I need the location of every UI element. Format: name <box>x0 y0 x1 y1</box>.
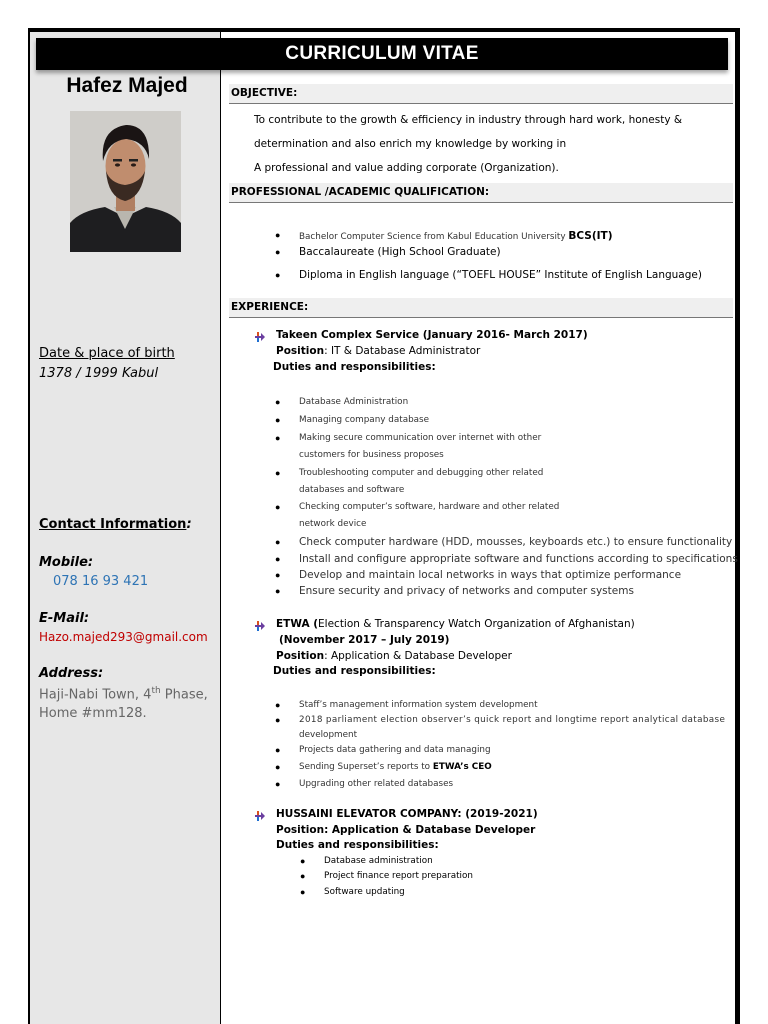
job2-duty-text: Sending Superset’s reports to <box>299 762 433 772</box>
address-line1-sup: th <box>151 686 161 696</box>
bullet-icon: ● <box>275 397 281 407</box>
job2-duties-heading: Duties and responsibilities: <box>273 665 436 677</box>
bullet-icon: ● <box>275 468 281 478</box>
job1-duty: Making secure communication over internet with other <box>299 433 542 443</box>
bullet-icon: ● <box>275 700 281 710</box>
objective-heading: OBJECTIVE: <box>229 84 733 104</box>
contact-colon: : <box>186 517 192 532</box>
job2-duty: Upgrading other related databases <box>299 779 454 789</box>
job2-dates: (November 2017 – July 2019) <box>279 634 450 646</box>
bullet-icon: ● <box>300 856 306 866</box>
objective-line: To contribute to the growth & efficiency in industry through hard work, honesty & <box>254 114 683 126</box>
job1-duty: network device <box>299 519 367 529</box>
mobile-value[interactable]: 078 16 93 421 <box>53 574 149 589</box>
bullet-icon: ● <box>300 871 306 881</box>
qualification-heading: PROFESSIONAL /ACADEMIC QUALIFICATION: <box>229 183 733 203</box>
job1-duty: Database Administration <box>299 397 409 407</box>
bullet-icon: ● <box>300 887 306 897</box>
job1-position-value: : IT & Database Administrator <box>324 345 481 357</box>
job1-duty: Managing company database <box>299 415 430 425</box>
bullet-icon: ● <box>275 570 281 580</box>
dob-value: 1378 / 1999 Kabul <box>39 366 159 381</box>
contact-heading <box>39 517 192 532</box>
page-title: CURRICULUM VITAE <box>36 38 728 70</box>
job3-duty: Database administration <box>324 856 433 866</box>
bullet-icon: ● <box>275 745 281 755</box>
bullet-icon: ● <box>275 415 281 425</box>
dob-label: Date & place of birth <box>39 346 175 361</box>
job1-duty: Ensure security and privacy of networks and computer systems <box>299 585 634 597</box>
email-value[interactable]: Hazo.majed293@gmail.com <box>39 630 208 644</box>
job2-position-label: Position <box>276 650 325 662</box>
bullet-icon: ● <box>275 230 281 240</box>
frame-right-border <box>735 28 740 1024</box>
arrow-bullet-icon <box>253 810 265 822</box>
job1-duty: Check computer hardware (HDD, mousses, keyboards etc.) to ensure functionality <box>299 536 733 548</box>
job2-duty <box>299 762 492 772</box>
qualification-item1-text: Bachelor Computer Science from Kabul Education University <box>299 232 569 242</box>
arrow-bullet-icon <box>253 620 265 632</box>
bullet-icon: ● <box>275 537 281 547</box>
job3-duty: Project finance report preparation <box>324 871 473 881</box>
profile-photo <box>70 111 181 252</box>
bullet-icon: ● <box>275 762 281 772</box>
qualification-item: Baccalaureate (High School Graduate) <box>299 246 501 258</box>
job3-duties-heading: Duties and responsibilities: <box>276 839 439 851</box>
address-label: Address: <box>39 666 104 681</box>
bullet-icon: ● <box>275 502 281 512</box>
candidate-name: Hafez Majed <box>66 74 188 97</box>
job1-position-label: Position <box>276 345 325 357</box>
qualification-item: Diploma in English language (“TOEFL HOUSE” Institute of English Language) <box>299 269 702 281</box>
job1-duties-heading: Duties and responsibilities: <box>273 361 436 373</box>
job2-duty: Projects data gathering and data managing <box>299 745 491 755</box>
qualification-item <box>299 230 613 242</box>
contact-label: Contact Information <box>39 517 187 532</box>
job2-company-full: Election & Transparency Watch Organization of Afghanistan) <box>318 618 635 630</box>
job1-duty: databases and software <box>299 485 405 495</box>
address-line2: Home #mm128. <box>39 706 147 721</box>
job1-duty: Troubleshooting computer and debugging other related <box>299 468 544 478</box>
job1-duty: customers for business proposes <box>299 450 444 460</box>
bullet-icon: ● <box>275 433 281 443</box>
job1-duty: Install and configure appropriate software and functions according to specifications <box>299 553 738 565</box>
job3-duty: Software updating <box>324 887 405 897</box>
job1-duty: Checking computer’s software, hardware and other related <box>299 502 560 512</box>
bullet-icon: ● <box>275 779 281 789</box>
job2-duty: Staff’s management information system development <box>299 700 538 710</box>
address-line1-part-b: Phase, <box>160 687 208 703</box>
job1-duty: Develop and maintain local networks in ways that optimize performance <box>299 569 682 581</box>
job1-company: Takeen Complex Service (January 2016- March 2017) <box>276 329 588 341</box>
job2-duty: development <box>299 730 358 740</box>
bullet-icon: ● <box>275 554 281 564</box>
objective-line: determination and also enrich my knowledge by working in <box>254 138 567 150</box>
job2-position <box>276 650 512 662</box>
experience-heading: EXPERIENCE: <box>229 298 733 318</box>
job2-position-value: : Application & Database Developer <box>324 650 512 662</box>
address-line1-part-a: Haji-Nabi Town, 4 <box>39 687 152 703</box>
bullet-icon: ● <box>275 715 281 725</box>
mobile-label: Mobile: <box>39 555 94 570</box>
job2-duty: 2018 parliament election observer’s quick report and longtime report analytical database <box>299 715 726 725</box>
job3-company: HUSSAINI ELEVATOR COMPANY: (2019-2021) <box>276 808 538 820</box>
job1-position <box>276 345 480 357</box>
job2-company <box>276 618 635 630</box>
bullet-icon: ● <box>275 247 281 257</box>
bullet-icon: ● <box>275 270 281 280</box>
qualification-item1-degree: BCS(IT) <box>568 230 613 242</box>
arrow-bullet-icon <box>253 331 265 343</box>
email-label: E-Mail: <box>39 611 90 626</box>
objective-line: A professional and value adding corporate (Organization). <box>254 162 559 174</box>
job3-position: Position: Application & Database Developer <box>276 824 536 836</box>
address-line1 <box>39 686 208 702</box>
job2-company-name: ETWA ( <box>276 618 319 630</box>
job2-duty-bold: ETWA’s CEO <box>432 762 492 772</box>
bullet-icon: ● <box>275 586 281 596</box>
